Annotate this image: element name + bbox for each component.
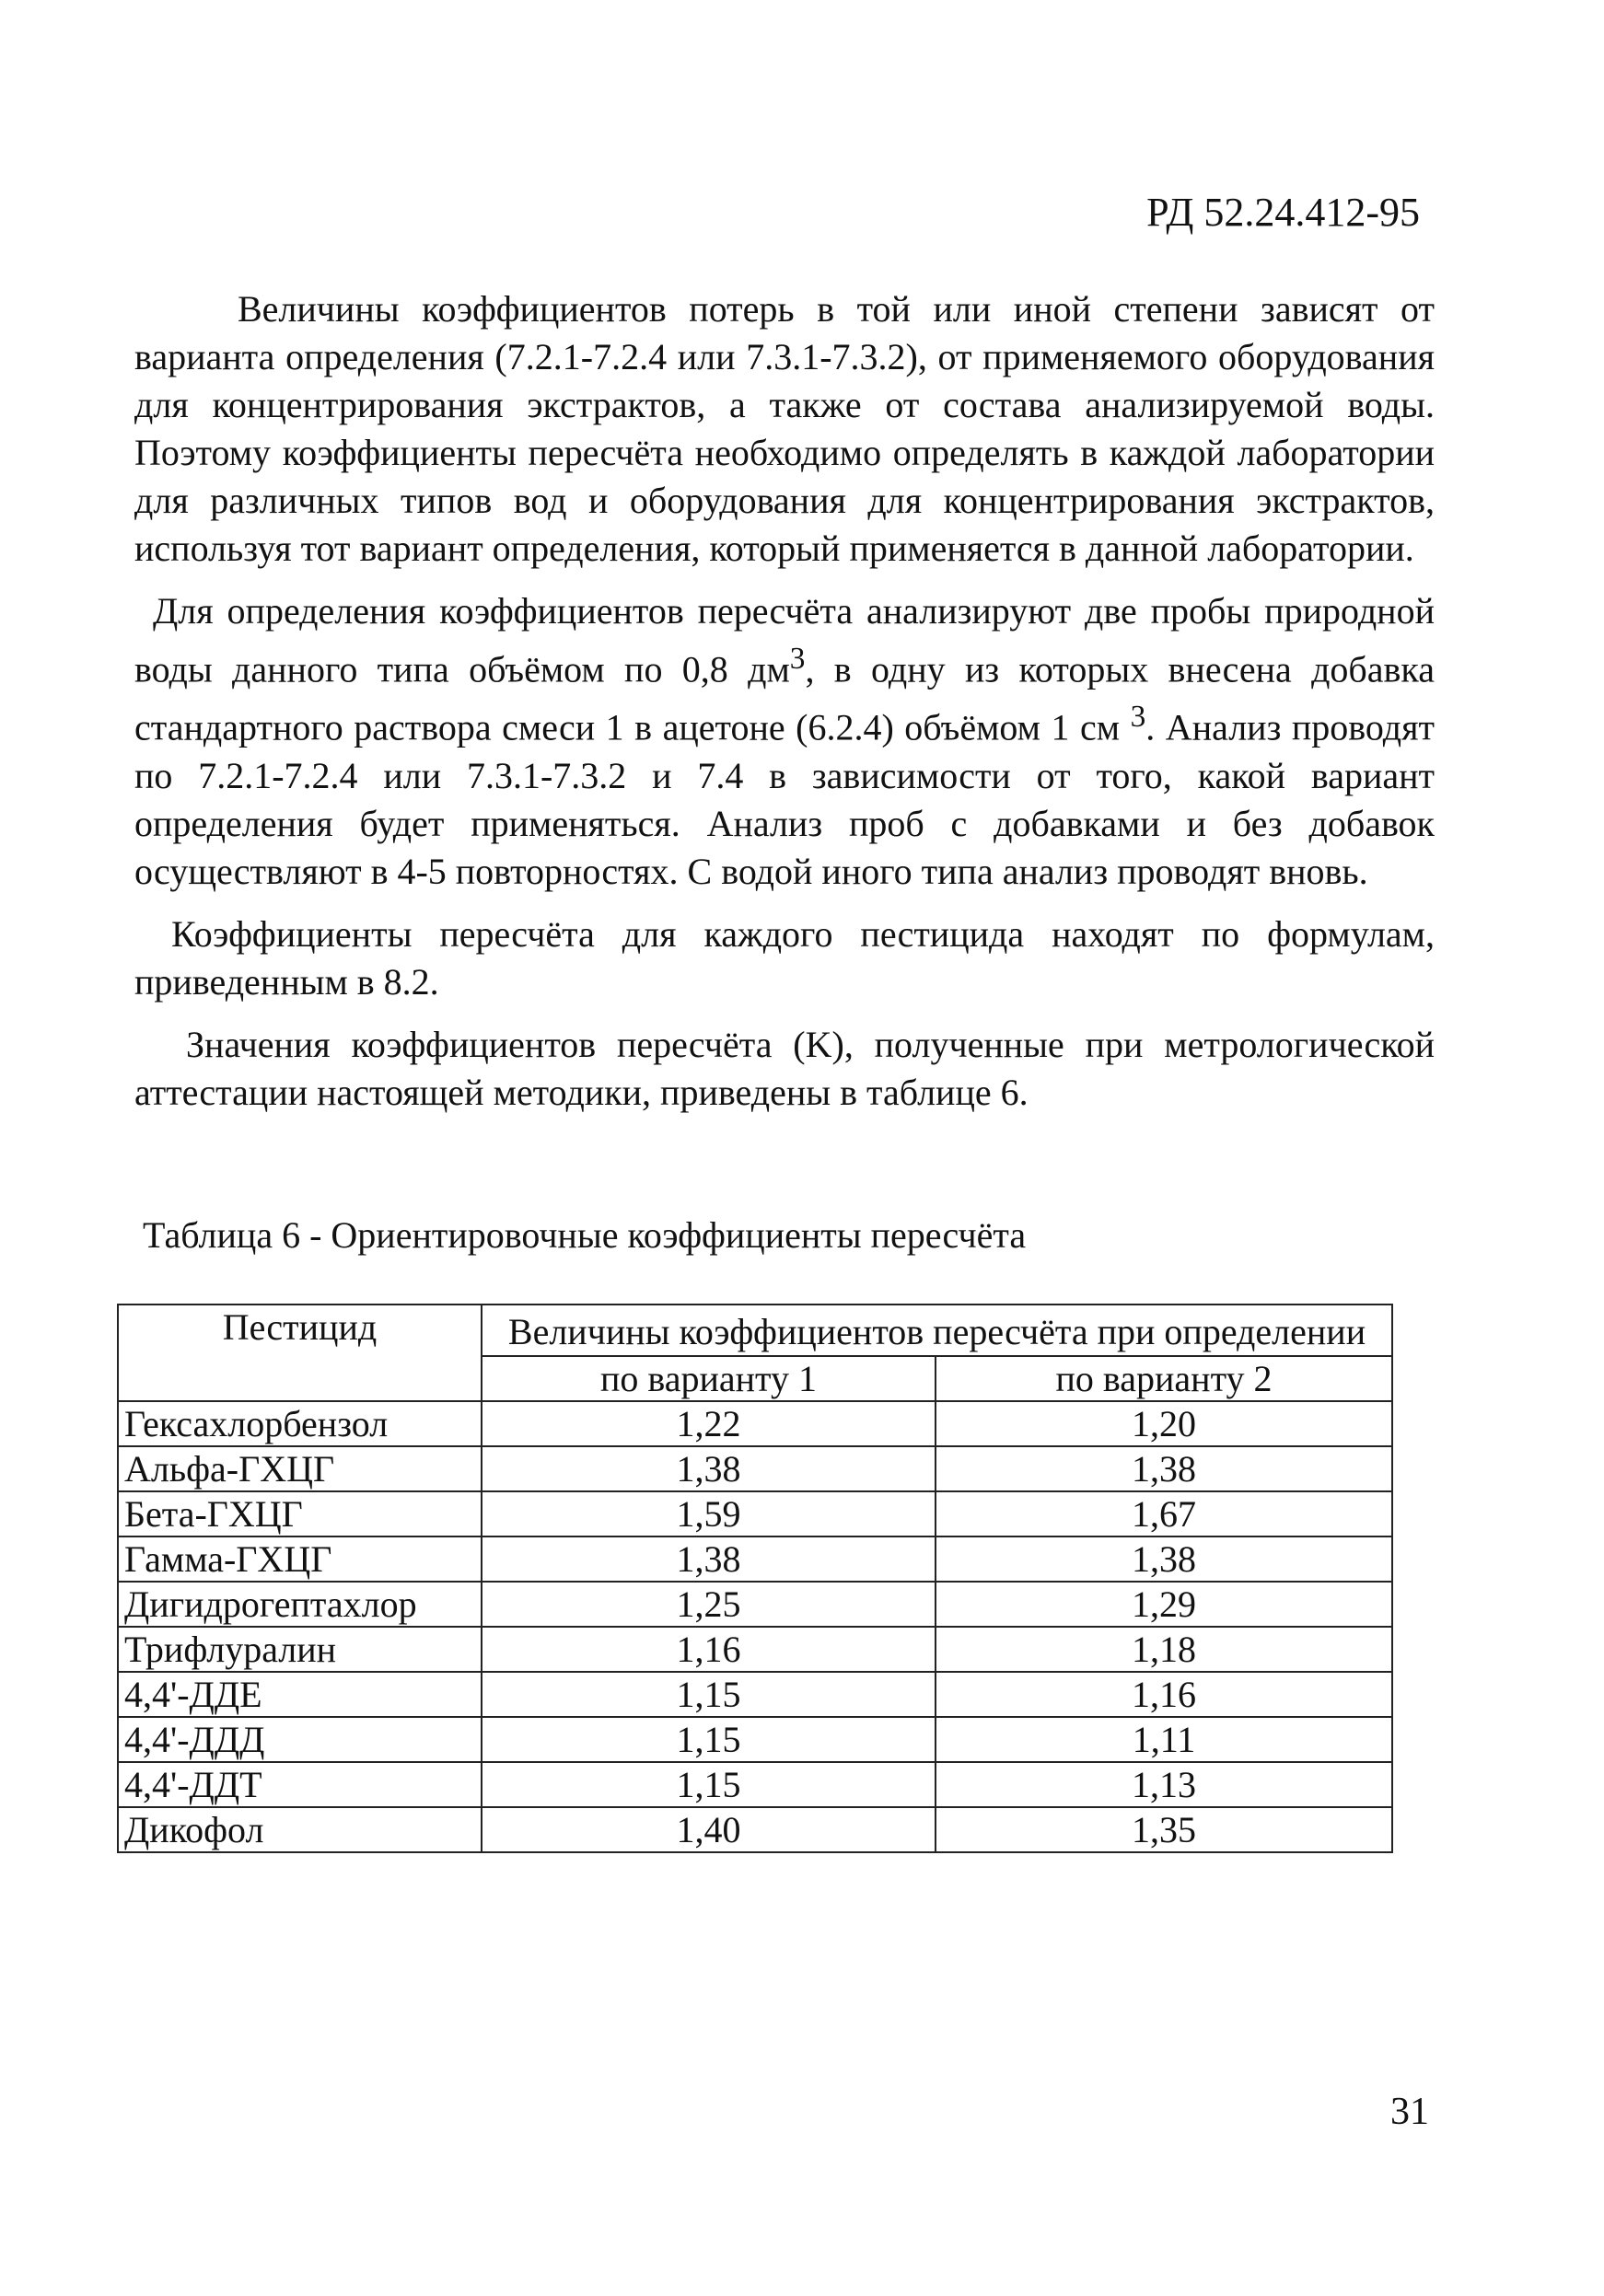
variant-1-value: 1,15 [482, 1762, 936, 1807]
document-code: РД 52.24.412-95 [1146, 190, 1420, 235]
table-row [118, 1627, 1392, 1672]
variant-1-value: 1,15 [482, 1672, 936, 1717]
table-row [118, 1536, 1392, 1582]
variant-1-value: 1,59 [482, 1491, 936, 1536]
pesticide-name: Альфа-ГХЦГ [118, 1446, 482, 1491]
pesticide-name: Дигидрогептахлор [118, 1582, 482, 1627]
variant-2-value: 1,35 [936, 1807, 1392, 1852]
variant-1-value: 1,15 [482, 1717, 936, 1762]
header-coefficient-values: Величины коэффициентов пересчёта при определении [482, 1305, 1392, 1356]
body-text [134, 285, 1435, 1131]
pesticide-name: 4,4'-ДДЕ [118, 1672, 482, 1717]
variant-2-value: 1,11 [936, 1717, 1392, 1762]
pesticide-name: 4,4'-ДДТ [118, 1762, 482, 1807]
variant-1-value: 1,22 [482, 1401, 936, 1446]
page-number: 31 [1390, 2091, 1429, 2133]
table-row [118, 1672, 1392, 1717]
variant-1-value: 1,16 [482, 1627, 936, 1672]
paragraph-formulas: Коэффициенты пересчёта для каждого пестицида находят по формулам, приведенным в 8.2. [134, 912, 1435, 1003]
header-pesticide: Пестицид [118, 1305, 482, 1401]
pesticide-name: 4,4'-ДДД [118, 1717, 482, 1762]
table-row [118, 1582, 1392, 1627]
variant-2-value: 1,20 [936, 1401, 1392, 1446]
header-variant-1: по варианту 1 [482, 1356, 936, 1401]
paragraph-determination-procedure: Для определения коэффициентов пересчёта анализируют две пробы природной воды данного типа объёмом по 0,8 $дм^3$, в одну из которых внесена добавка стандартного раствора смеси 1 в ацетоне (6.2.4) объёмом 1 см $^3$. Анализ проводят по 7.2.1-7.2.4 или 7.3.1-7.3.2 и 7.4 в зависимости от того, какой вариант определения будет применяться. Анализ проб с добавками и без добавок осуществляют в 4-5 повторностях. С водой иного типа анализ проводят вновь. [134, 590, 1435, 892]
paragraph-loss-coefficients: Величины коэффициентов потерь в той или иной степени зависят от варианта определения (7.2.1-7.2.4 или 7.3.1-7.3.2), от применяемого оборудования для концентрирования экстрактов, а также от состава анализируемой воды. Поэтому коэффициенты пересчёта необходимо определять в каждой лаборатории для различных типов вод и оборудования для концентрирования экстрактов, используя тот вариант определения, который применяется в данной лаборатории. [134, 288, 1435, 569]
variant-2-value: 1,18 [936, 1627, 1392, 1672]
variant-2-value: 1,67 [936, 1491, 1392, 1536]
table-row [118, 1717, 1392, 1762]
pesticide-name: Гамма-ГХЦГ [118, 1536, 482, 1582]
pesticide-name: Бета-ГХЦГ [118, 1491, 482, 1536]
variant-2-value: 1,38 [936, 1536, 1392, 1582]
variant-2-value: 1,16 [936, 1672, 1392, 1717]
variant-1-value: 1,40 [482, 1807, 936, 1852]
variant-2-value: 1,29 [936, 1582, 1392, 1627]
paragraph-table-reference: Значения коэффициентов пересчёта (K), полученные при метрологической аттестации настоящей методики, приведены в таблице 6. [134, 1023, 1435, 1113]
variant-1-value: 1,38 [482, 1536, 936, 1582]
variant-1-value: 1,25 [482, 1582, 936, 1627]
variant-2-value: 1,38 [936, 1446, 1392, 1491]
pesticide-name: Дикофол [118, 1807, 482, 1852]
table-caption: Таблица 6 - Ориентировочные коэффициенты пересчёта [143, 1214, 1027, 1256]
table-row [118, 1762, 1392, 1807]
coefficients-table [117, 1304, 1393, 1853]
header-variant-2: по варианту 2 [936, 1356, 1392, 1401]
table-row [118, 1491, 1392, 1536]
pesticide-name: Гексахлорбензол [118, 1401, 482, 1446]
table-row [118, 1401, 1392, 1446]
variant-2-value: 1,13 [936, 1762, 1392, 1807]
table-row [118, 1446, 1392, 1491]
variant-1-value: 1,38 [482, 1446, 936, 1491]
pesticide-name: Трифлуралин [118, 1627, 482, 1672]
table-row [118, 1807, 1392, 1852]
